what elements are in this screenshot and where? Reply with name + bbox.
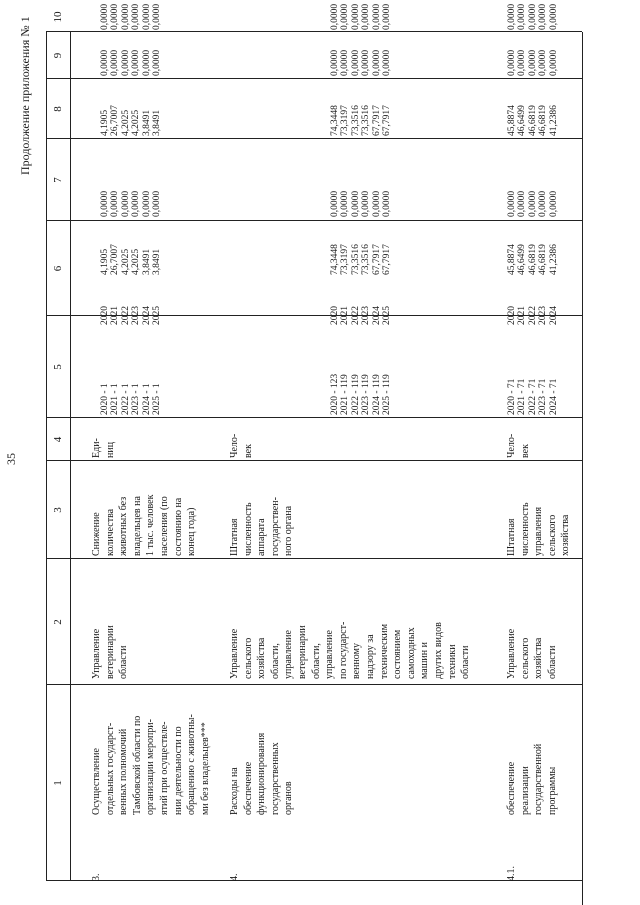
indicator-values: 2020 - 1 2021 - 1 2022 - 1 2023 - 1 2024 - 1 2025 - 1 bbox=[100, 383, 163, 415]
indicator-name: Снижение количества животных без владельцев на 1 тыс. человек населения (по состоянию на конец года) bbox=[91, 494, 198, 556]
total-funding: 45,8874 46,6499 46,6819 46,6819 41,2386 bbox=[507, 244, 559, 275]
row-number: 4.1. bbox=[506, 866, 517, 881]
header-col-8: 8 bbox=[52, 106, 64, 112]
appendix-label: Продолжение приложения № 1 bbox=[18, 16, 32, 175]
indicator-name: Штатная численность управления сельского хозяйства bbox=[506, 502, 572, 556]
executor: Управление сельского хозяйства области, управление ветеринарии области, управление по государст- венному надзору за техническим состоянием самоходных машин и других видов техники области bbox=[229, 621, 472, 679]
other-funding: 0,0000 0,0000 0,0000 0,0000 0,0000 0,0000 bbox=[100, 3, 163, 30]
header-col-6: 6 bbox=[52, 265, 64, 272]
indicator-name: Штатная численность аппарата государствен- ного органа bbox=[229, 497, 295, 556]
years: 2020 2021 2022 2023 2024 bbox=[507, 306, 559, 325]
header-col-3: 3 bbox=[52, 507, 64, 513]
measure-name: Расходы на обеспечение функционирования государственных органов bbox=[229, 732, 295, 815]
federal-funding: 0,0000 0,0000 0,0000 0,0000 0,0000 bbox=[507, 190, 559, 217]
indicator-values: 2020 - 71 2021 - 71 2022 - 71 2023 - 71 2024 - 71 bbox=[507, 378, 559, 415]
federal-funding: 0,0000 0,0000 0,0000 0,0000 0,0000 0,0000 bbox=[330, 190, 393, 217]
page-number: 35 bbox=[4, 453, 18, 465]
regional-funding: 45,8874 46,6499 46,6819 46,6819 41,2386 bbox=[507, 105, 559, 136]
header-col-5: 5 bbox=[52, 364, 64, 370]
federal-funding: 0,0000 0,0000 0,0000 0,0000 0,0000 0,0000 bbox=[100, 190, 163, 217]
years: 2020 2021 2022 2023 2024 2025 bbox=[100, 306, 163, 325]
header-col-1: 1 bbox=[52, 780, 64, 786]
measure-name: обеспечение реализации государственной программы bbox=[506, 743, 558, 815]
header-col-9: 9 bbox=[52, 52, 64, 59]
local-funding: 0,0000 0,0000 0,0000 0,0000 0,0000 0,0000 bbox=[330, 49, 393, 76]
regional-funding: 74,3448 73,3197 73,3516 73,3516 67,7917 67,7917 bbox=[330, 105, 393, 136]
unit: Еди- ниц bbox=[91, 438, 116, 458]
row-number: 4. bbox=[229, 873, 240, 881]
local-funding: 0,0000 0,0000 0,0000 0,0000 0,0000 bbox=[507, 49, 559, 76]
header-col-2: 2 bbox=[52, 619, 64, 625]
other-funding: 0,0000 0,0000 0,0000 0,0000 0,0000 0,0000 bbox=[330, 3, 393, 30]
unit: Чело- век bbox=[229, 433, 254, 458]
total-funding: 74,3448 73,3197 73,3516 73,3516 67,7917 67,7917 bbox=[330, 244, 393, 275]
indicator-values: 2020 - 123 2021 - 119 2022 - 119 2023 - 119 2024 - 119 2025 - 119 bbox=[330, 373, 393, 415]
executor: Управление сельского хозяйства области bbox=[506, 628, 558, 679]
header-col-10: 10 bbox=[52, 11, 64, 23]
header-col-7: 7 bbox=[52, 177, 64, 183]
measure-name: Осуществление отдельных государст- венных полномочий Тамбовской области по организации меропри- ятий при осуществле- нии деятельности по обращению с животны- ми без владельцев*** bbox=[91, 714, 211, 815]
total-funding: 4,1905 26,7007 4,2025 4,2025 3,8491 3,8491 bbox=[100, 244, 163, 275]
other-funding: 0,0000 0,0000 0,0000 0,0000 0,0000 bbox=[507, 3, 559, 30]
row-number: 3. bbox=[91, 873, 102, 881]
years: 2020 2021 2022 2023 2024 2025 bbox=[330, 306, 393, 325]
header-col-4: 4 bbox=[52, 436, 64, 443]
unit: Чело- век bbox=[506, 433, 531, 458]
executor: Управление ветеринарии области bbox=[91, 625, 130, 679]
local-funding: 0,0000 0,0000 0,0000 0,0000 0,0000 0,0000 bbox=[100, 49, 163, 76]
regional-funding: 4,1905 26,7007 4,2025 4,2025 3,8491 3,8491 bbox=[100, 105, 163, 136]
